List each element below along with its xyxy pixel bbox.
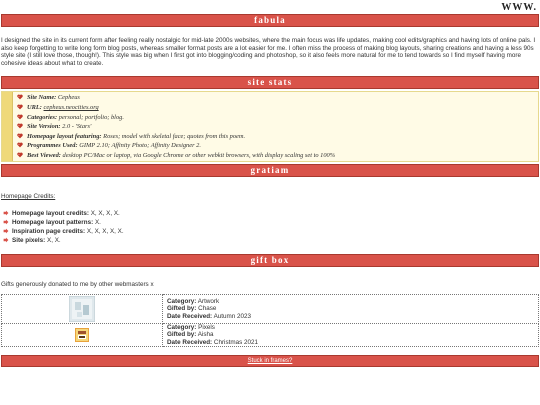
heart-icon (17, 123, 23, 129)
credit-value: X, X, X, X. (90, 210, 120, 218)
stats-item (17, 122, 335, 132)
gift-date-value: Christmas 2021 (213, 338, 259, 346)
stats-label: Site Version: (27, 123, 61, 131)
site-url-link[interactable]: cepheus.neocities.org (43, 103, 99, 111)
stats-value: Cepheus (57, 94, 80, 102)
footer-bar (1, 355, 539, 367)
stats-value: desktop PC/Mac or laptop, via Google Chrome or other webkit browsers, with display scaling set to 100% (62, 151, 336, 159)
section-header-gratiam: gratiam (1, 164, 539, 177)
gift-image-cell (2, 323, 163, 347)
stuck-in-frames-link[interactable]: Stuck in frames? (247, 358, 293, 365)
gift-category-value: Pixels (198, 323, 215, 331)
arrow-icon (3, 210, 9, 216)
stats-item (17, 93, 335, 103)
stats-label: URL: (27, 103, 42, 111)
site-stats-box (1, 91, 539, 162)
gift-category-label: Category: (167, 323, 197, 331)
gift-info-cell (163, 323, 539, 347)
stats-item (17, 113, 335, 123)
credit-item (3, 228, 540, 237)
gifts-table (1, 294, 539, 348)
stats-label: Categories: (27, 113, 58, 121)
credit-label: Inspiration page credits: (12, 228, 86, 236)
credit-label: Site pixels: (12, 237, 46, 245)
stats-list (13, 92, 335, 161)
stats-side-bar (2, 92, 13, 161)
section-header-site-stats: site stats (1, 76, 539, 89)
stats-label: Homepage layout featuring: (27, 132, 102, 140)
gift-gifted-by-value: Aisha (197, 331, 214, 339)
gift-box-intro: Gifts generously donated to me by other webmasters x (1, 280, 154, 288)
stats-item (17, 141, 335, 151)
credit-value: X, X, X, X, X. (86, 228, 124, 236)
gift-gifted-by-value: Chase (198, 305, 217, 313)
gift-category-label: Category: (167, 297, 197, 305)
gift-image-cell (2, 294, 163, 323)
heart-icon (17, 104, 23, 110)
gift-date-value: Autumn 2023 (213, 312, 252, 320)
heart-icon (17, 114, 23, 120)
gift-gifted-by-label: Gifted by: (167, 331, 197, 339)
gift-date (167, 313, 538, 321)
stats-item (17, 132, 335, 142)
section-header-gift-box: gift box (1, 254, 539, 267)
credits-list (3, 210, 540, 246)
gift-pixel-image[interactable] (75, 328, 89, 342)
credit-label: Homepage layout patterns: (12, 219, 94, 227)
credit-item (3, 210, 540, 219)
arrow-icon (3, 228, 9, 234)
stats-value: GIMP 2.10; Affinity Photo; Affinity Designer 2. (79, 142, 201, 150)
heart-icon (17, 133, 23, 139)
arrow-icon (3, 237, 9, 243)
gift-gifted-by-label: Gifted by: (167, 305, 197, 313)
gift-date-label: Date Received: (167, 338, 213, 346)
heart-icon (17, 142, 23, 148)
section-header-fabula: fabula (1, 14, 539, 27)
gift-date (167, 339, 538, 347)
stats-item (17, 103, 335, 113)
heart-icon (17, 152, 23, 158)
heart-icon (17, 94, 23, 100)
credit-item (3, 237, 540, 246)
gift-gifted-by (167, 305, 538, 313)
site-logo-text: WWW. (501, 2, 537, 13)
gift-date-label: Date Received: (167, 312, 213, 320)
gift-gifted-by (167, 331, 538, 339)
credit-item (3, 219, 540, 228)
stats-label: Site Name: (27, 94, 57, 102)
gift-category (167, 324, 538, 332)
gift-info-cell (163, 294, 539, 323)
gift-category-value: Artwork (197, 297, 220, 305)
stats-label: Best Viewed: (27, 151, 61, 159)
fabula-text: I designed the site in its current form after feeling really nostalgic for mid-late 2000s websites, where the main focus was life updates, making cool edits/graphics and having lots of online pals. I also keep forgetting to write long form blog posts, whereas smaller format posts are a lot easier for me. I often miss the process of making blog layouts, sharing creations and having a less 90s style site (I still love those, though!). This style was big when I first got into blogging/coding and photoshop, so it also feels more natural for me to tend towards so I find myself having more cohesive ideas about what to create. (1, 37, 536, 67)
top-bar (0, 0, 540, 14)
gift-row (2, 323, 539, 347)
arrow-icon (3, 219, 9, 225)
stats-item (17, 151, 335, 161)
credit-value: X. (94, 219, 101, 227)
credit-value: X, X. (47, 237, 61, 245)
credit-label: Homepage layout credits: (12, 210, 89, 218)
stats-label: Programmes Used: (27, 142, 78, 150)
gift-category (167, 298, 538, 306)
gift-row (2, 294, 539, 323)
gift-artwork-image[interactable] (69, 296, 95, 322)
stats-value: personal; portfolio; blog. (58, 113, 124, 121)
stats-value: Roses; model with skeletal face; quotes from this poem. (103, 132, 246, 140)
stats-value: 2.0 - 'Stars' (62, 123, 92, 131)
homepage-credits-link[interactable]: Homepage Credits: (1, 193, 56, 201)
